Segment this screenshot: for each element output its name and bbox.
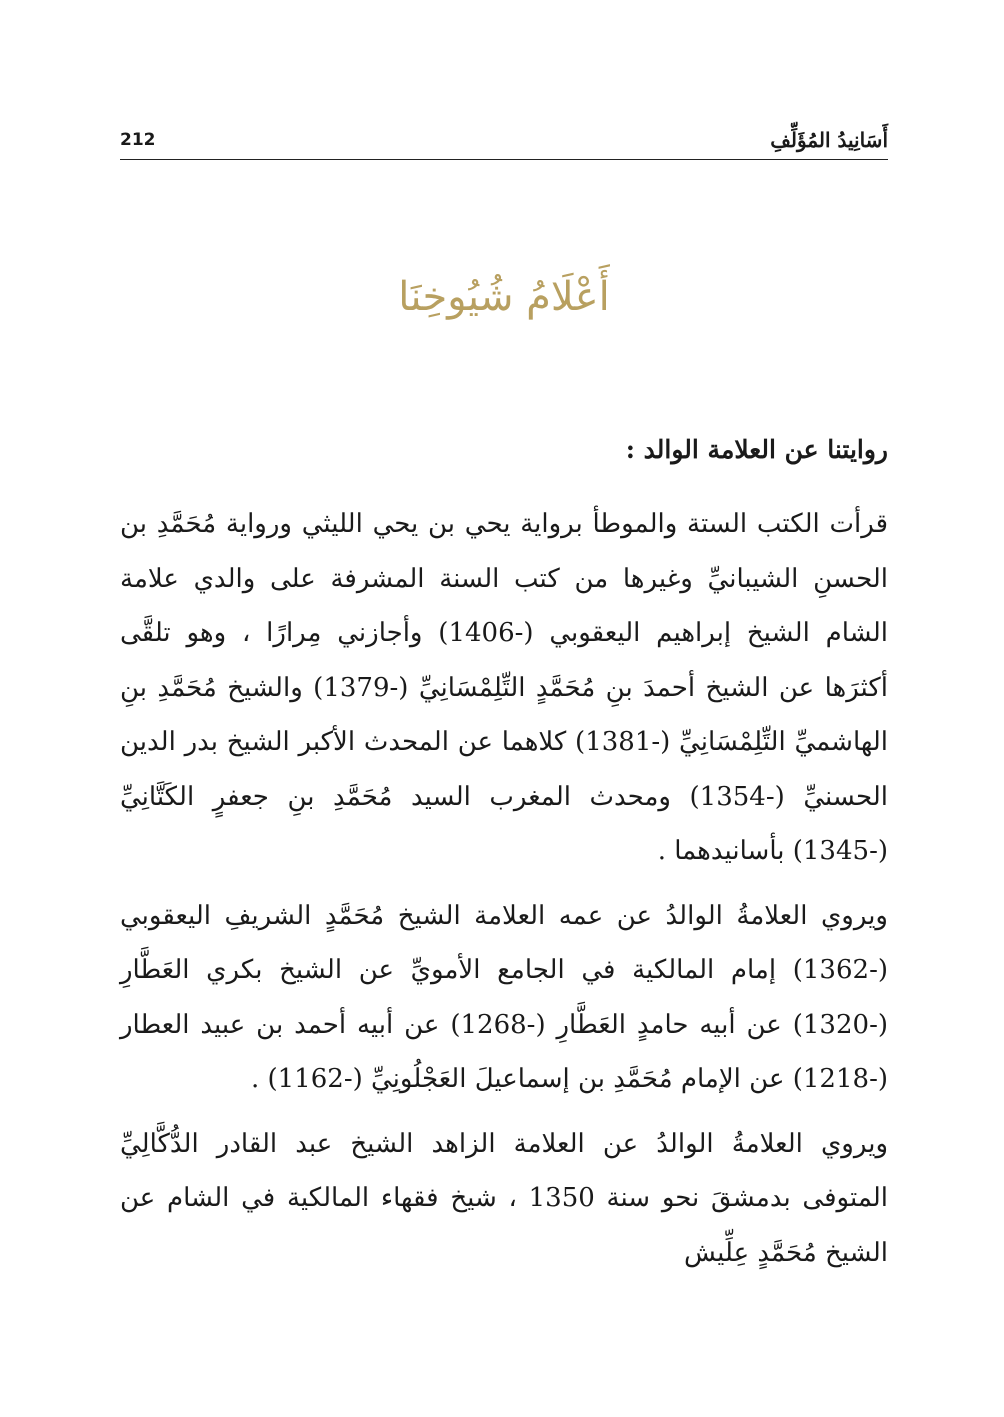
page-content [120, 425, 888, 1290]
section-title: أَعْلَامُ شُيُوخِنَا [398, 274, 610, 320]
paragraph-3: ويروي العلامةُ الوالدُ عن العلامة الزاهد الشيخ عبد القادر الدُّكَّالِيِّ المتوفى بدمشقَ نحو سنة 1350 ، شيخ فقهاء المالكية في الشام عن الشيخ مُحَمَّدٍ عِلِّيش [120, 1128, 888, 1268]
page-number: 212 [120, 130, 156, 150]
running-header [120, 122, 888, 158]
subheading: روايتنا عن العلامة الوالد : [625, 435, 888, 464]
paragraph-2: ويروي العلامةُ الوالدُ عن عمه العلامة الشيخ مُحَمَّدٍ الشريفِ اليعقوبي (-1362) إمام المالكية في الجامع الأمويِّ عن الشيخ بكري العَطَّارِ (-1320) عن أبيه حامدٍ العَطَّارِ (-1268) عن أبيه أحمد بن عبيد العطار (-1218) عن الإمام مُحَمَّدِ بن إسماعيلَ العَجْلُونِيِّ (-1162) . [120, 900, 888, 1094]
header-divider [120, 159, 888, 160]
paragraph-1: قرأت الكتب الستة والموطأ برواية يحي بن يحي الليثي ورواية مُحَمَّدِ بن الحسنِ الشيبانيِّ وغيرها من كتب السنة المشرفة على والدي علامة الشام الشيخ إبراهيم اليعقوبي (-1406) وأجازني مِرارًا ، وهو تلقَّى أكثرَها عن الشيخ أحمدَ بنِ مُحَمَّدٍ التِّلِمْسَانِيِّ (-1379) والشيخ مُحَمَّدِ بنِ الهاشميِّ التِّلِمْسَانِيِّ (-1381) كلاهما عن المحدث الأكبر الشيخ بدر الدين الحسنيِّ (-1354) ومحدث المغرب السيد مُحَمَّدِ بنِ جعفرٍ الكَتَّانِيِّ (-1345) بأسانيدهما . [120, 509, 888, 866]
book-title: أَسَانِيدُ المُؤَلِّفِ [770, 128, 888, 152]
